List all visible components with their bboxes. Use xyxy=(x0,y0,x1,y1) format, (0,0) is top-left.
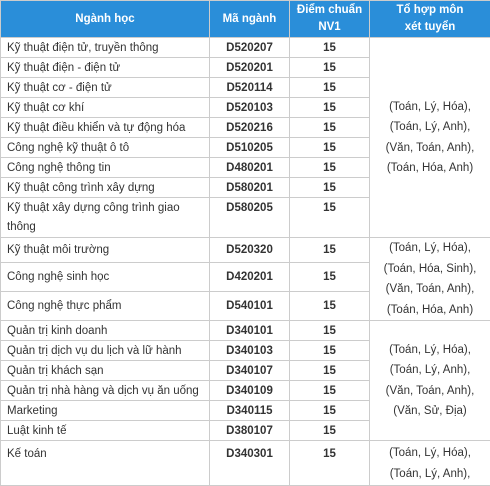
major-name: Kỹ thuật cơ - điện tử xyxy=(1,78,210,98)
header-score xyxy=(290,1,370,38)
major-name: Luật kinh tế xyxy=(1,421,210,441)
header-combination xyxy=(370,1,490,38)
major-name: Quản trị nhà hàng và dịch vụ ăn uống xyxy=(1,381,210,401)
combination-line: (Toán, Lý, Hóa), xyxy=(372,97,488,118)
major-name: Kế toán xyxy=(1,441,210,486)
cutoff-score: 15 xyxy=(290,138,370,158)
major-code: D520207 xyxy=(210,38,290,58)
cutoff-score: 15 xyxy=(290,38,370,58)
combination-line: (Toán, Hóa, Sinh), xyxy=(372,259,488,280)
major-name: Kỹ thuật điện tử, truyền thông xyxy=(1,38,210,58)
cutoff-score: 15 xyxy=(290,118,370,138)
major-code: D340109 xyxy=(210,381,290,401)
combination-line: (Văn, Toán, Anh), xyxy=(372,138,488,159)
cutoff-score: 15 xyxy=(290,291,370,320)
major-name: Quản trị kinh doanh xyxy=(1,321,210,341)
cutoff-score: 15 xyxy=(290,58,370,78)
cutoff-score: 15 xyxy=(290,321,370,341)
major-code: D540101 xyxy=(210,291,290,320)
combination-line: (Toán, Lý, Hóa), xyxy=(372,340,488,361)
subject-combination-cell xyxy=(370,441,490,486)
cutoff-score: 15 xyxy=(290,78,370,98)
table-row xyxy=(1,238,490,263)
combination-line: (Toán, Lý, Anh), xyxy=(372,360,488,381)
combination-line: (Toán, Hóa, Anh) xyxy=(372,158,488,179)
table-row xyxy=(1,38,490,58)
table-row xyxy=(1,321,490,341)
major-name: Công nghệ thông tin xyxy=(1,158,210,178)
header-score-line2: NV1 xyxy=(293,19,366,36)
header-combination-line2: xét tuyển xyxy=(373,19,487,36)
major-code: D340115 xyxy=(210,401,290,421)
major-name: Marketing xyxy=(1,401,210,421)
combination-line: (Toán, Lý, Hóa), xyxy=(372,443,488,464)
subject-combination-cell xyxy=(370,321,490,441)
combination-line: (Toán, Lý, Anh), xyxy=(372,117,488,138)
major-code: D340301 xyxy=(210,441,290,486)
major-name: Kỹ thuật điện - điện tử xyxy=(1,58,210,78)
header-major: Ngành học xyxy=(1,1,210,38)
table-row xyxy=(1,441,490,486)
major-name: Công nghệ sinh học xyxy=(1,262,210,291)
major-name: Quản trị khách sạn xyxy=(1,361,210,381)
subject-combination-cell xyxy=(370,38,490,238)
table-header-row xyxy=(1,1,490,38)
cutoff-score: 15 xyxy=(290,361,370,381)
cutoff-score: 15 xyxy=(290,381,370,401)
major-code: D510205 xyxy=(210,138,290,158)
cutoff-score: 15 xyxy=(290,238,370,263)
major-code: D520103 xyxy=(210,98,290,118)
major-name: Công nghệ kỹ thuật ô tô xyxy=(1,138,210,158)
cutoff-score: 15 xyxy=(290,441,370,486)
major-name: Kỹ thuật công trình xây dựng xyxy=(1,178,210,198)
major-name: Kỹ thuật môi trường xyxy=(1,238,210,263)
major-code: D480201 xyxy=(210,158,290,178)
cutoff-score: 15 xyxy=(290,98,370,118)
major-name: Kỹ thuật xây dựng công trình giao thông xyxy=(1,198,210,238)
major-code: D580201 xyxy=(210,178,290,198)
combination-line: (Văn, Sử, Địa) xyxy=(372,401,488,422)
major-code: D520201 xyxy=(210,58,290,78)
combination-line: (Toán, Lý, Anh), xyxy=(372,464,488,485)
major-code: D340107 xyxy=(210,361,290,381)
cutoff-score: 15 xyxy=(290,421,370,441)
cutoff-score: 15 xyxy=(290,401,370,421)
header-combination-line1: Tổ hợp môn xyxy=(373,2,487,19)
major-code: D340101 xyxy=(210,321,290,341)
combination-line: (Toán, Lý, Hóa), xyxy=(372,238,488,259)
major-code: D520320 xyxy=(210,238,290,263)
combination-line: (Văn, Toán, Anh), xyxy=(372,279,488,300)
cutoff-score: 15 xyxy=(290,262,370,291)
header-score-line1: Điểm chuẩn xyxy=(293,2,366,19)
major-code: D520216 xyxy=(210,118,290,138)
major-name: Kỹ thuật cơ khí xyxy=(1,98,210,118)
subject-combination-cell xyxy=(370,238,490,321)
cutoff-score: 15 xyxy=(290,178,370,198)
major-code: D580205 xyxy=(210,198,290,238)
combination-line: (Toán, Hóa, Anh) xyxy=(372,300,488,321)
major-code: D520114 xyxy=(210,78,290,98)
major-name: Công nghệ thực phẩm xyxy=(1,291,210,320)
major-name: Kỹ thuật điều khiển và tự động hóa xyxy=(1,118,210,138)
major-code: D380107 xyxy=(210,421,290,441)
cutoff-score: 15 xyxy=(290,341,370,361)
combination-line: (Văn, Toán, Anh), xyxy=(372,381,488,402)
major-name: Quản trị dịch vụ du lịch và lữ hành xyxy=(1,341,210,361)
major-code: D420201 xyxy=(210,262,290,291)
cutoff-score: 15 xyxy=(290,158,370,178)
major-code: D340103 xyxy=(210,341,290,361)
header-code: Mã ngành xyxy=(210,1,290,38)
cutoff-score: 15 xyxy=(290,198,370,238)
